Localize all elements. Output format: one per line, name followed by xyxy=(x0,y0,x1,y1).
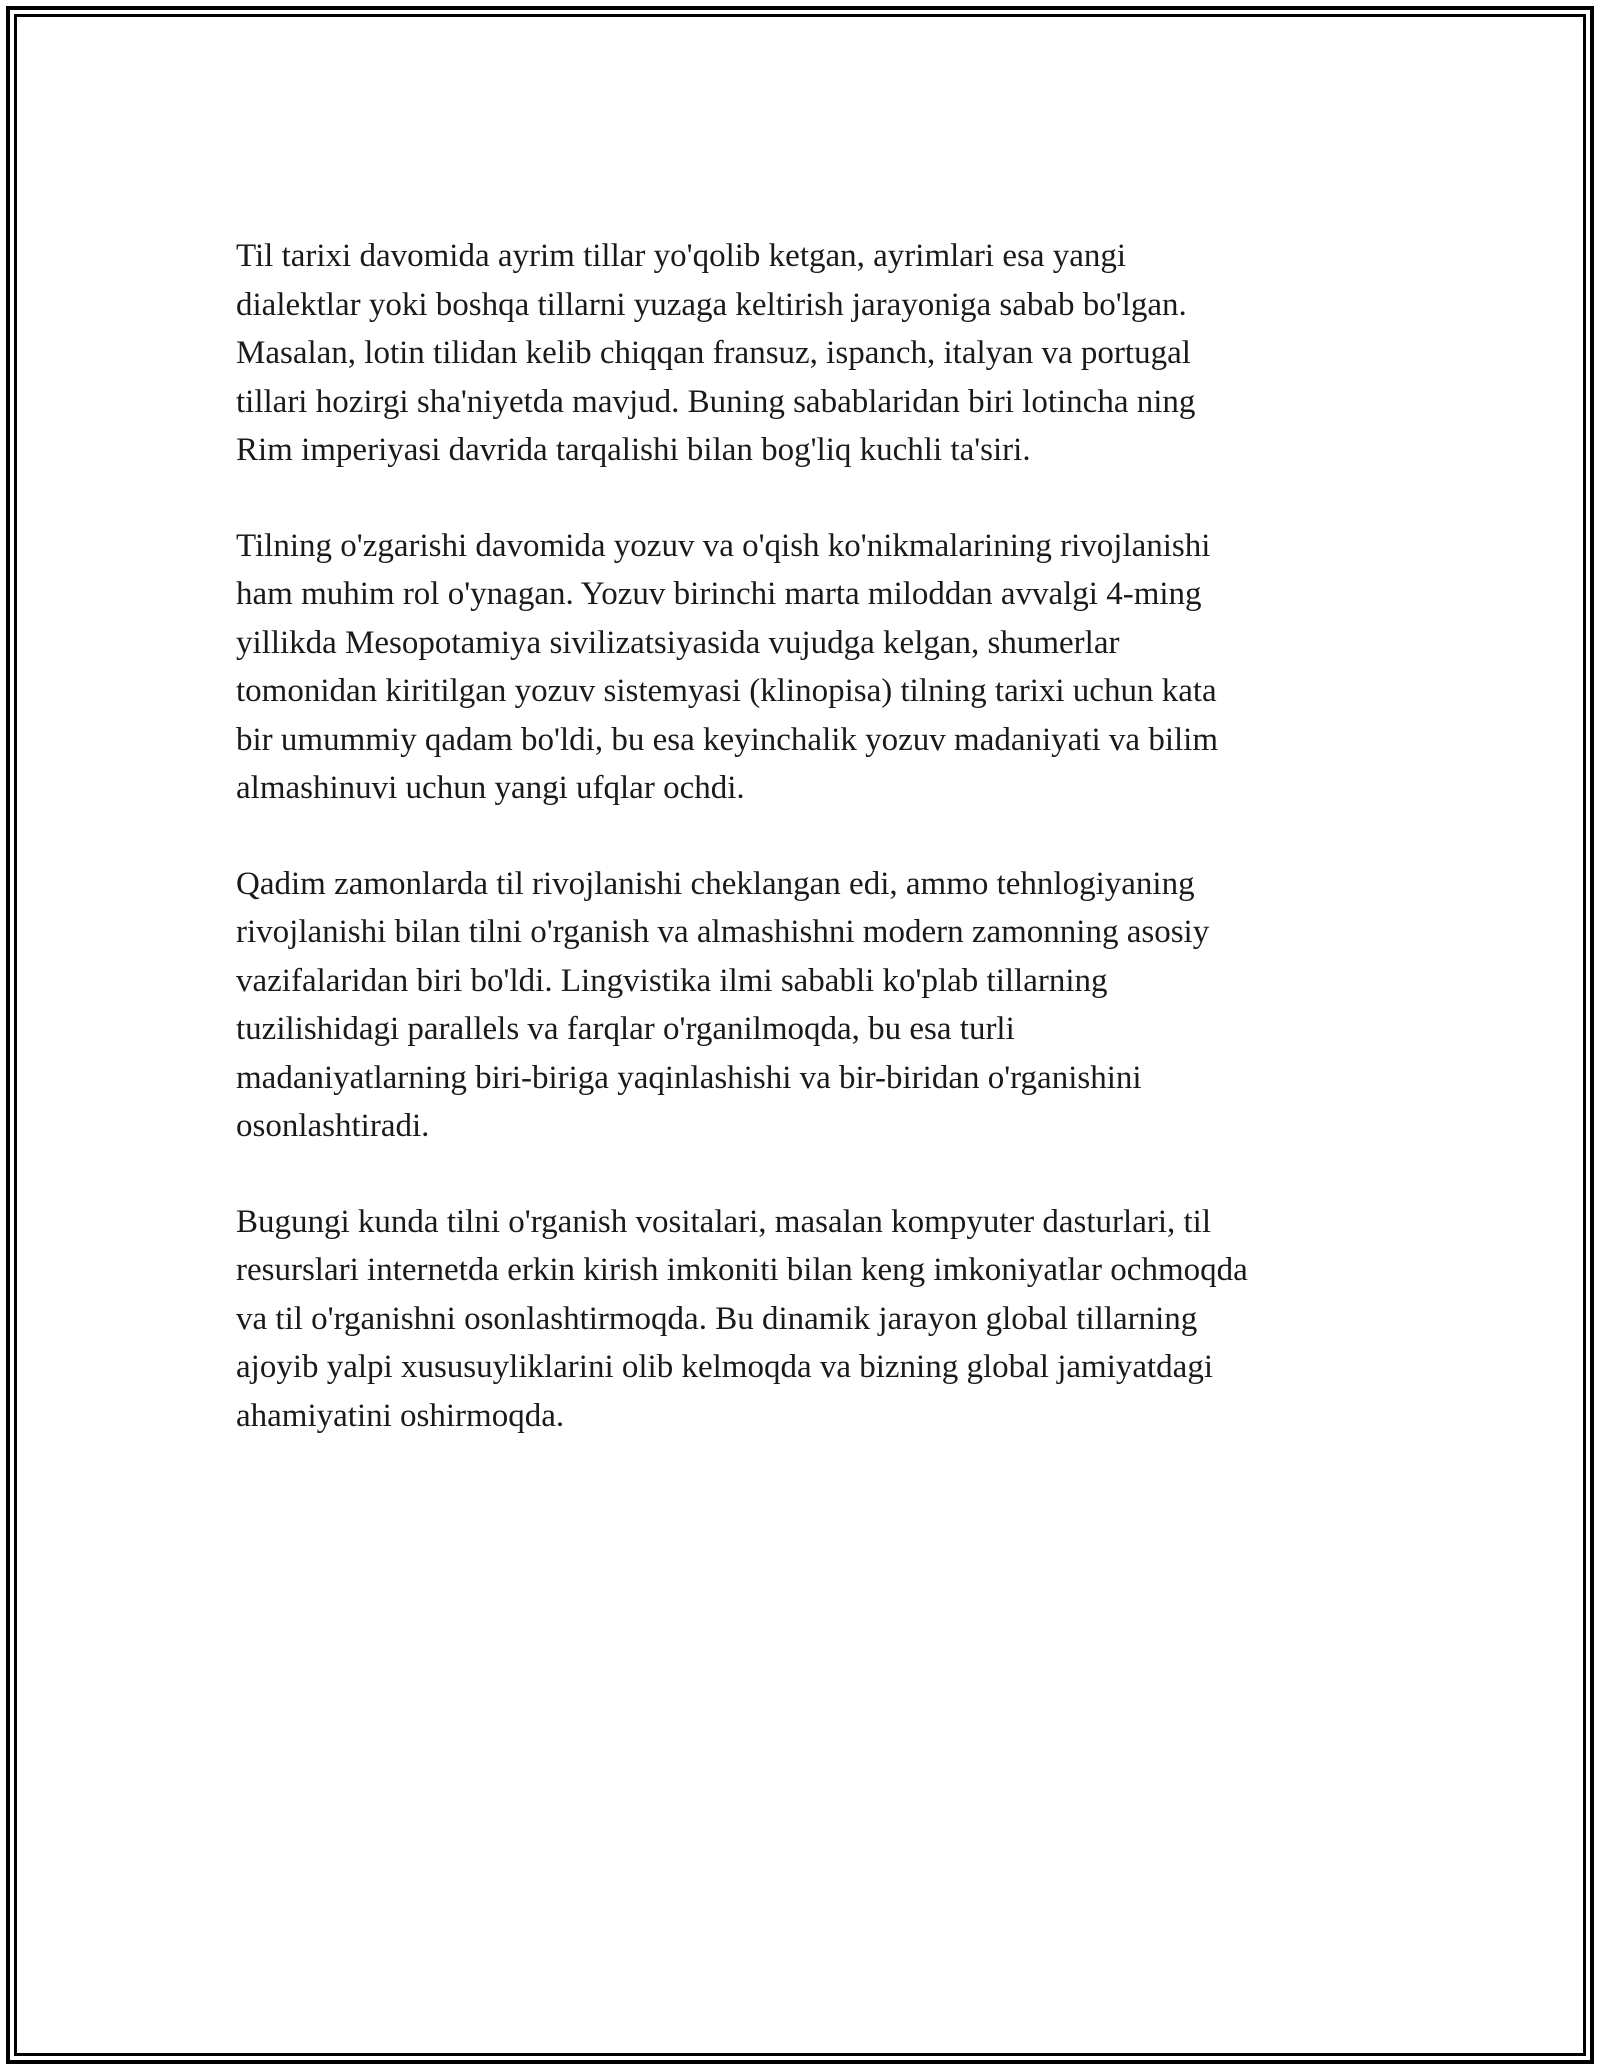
text-line: Bugungi kunda tilni o'rganish vositalari, masalan kompyuter dasturlari, til xyxy=(236,1203,1212,1240)
document-body xyxy=(236,232,1366,1487)
text-line: tillari hozirgi sha'niyetda mavjud. Buning sabablaridan biri lotincha ning xyxy=(236,383,1196,420)
paragraph-2 xyxy=(236,522,1366,813)
text-line: tuzilishidagi parallels va farqlar o'rganilmoqda, bu esa turli xyxy=(236,1011,1015,1047)
text-line: bir umummiy qadam bo'ldi, bu esa keyinchalik yozuv madaniyati va bilim xyxy=(236,721,1218,758)
text-line: dialektlar yoki boshqa tillarni yuzaga keltirish jarayoniga sabab bo'lgan. xyxy=(236,286,1187,323)
paragraph-3 xyxy=(236,860,1366,1151)
text-line: va til o'rganishni osonlashtirmoqda. Bu dinamik jarayon global tillarning xyxy=(236,1300,1198,1337)
text-line: tomonidan kiritilgan yozuv sistemyasi (klinopisa) tilning tarixi uchun kata xyxy=(236,673,1217,709)
paragraph-1 xyxy=(236,232,1366,475)
text-line: Masalan, lotin tilidan kelib chiqqan fransuz, ispanch, italyan va portugal xyxy=(236,335,1191,371)
text-line: rivojlanishi bilan tilni o'rganish va almashishni modern zamonning asosiy xyxy=(236,914,1210,950)
text-line: Til tarixi davomida ayrim tillar yo'qolib ketgan, ayrimlari esa yangi xyxy=(236,238,1127,274)
text-line: almashinuvi uchun yangi ufqlar ochdi. xyxy=(236,770,745,806)
text-line: osonlashtiradi. xyxy=(236,1108,430,1144)
text-line: Rim imperiyasi davrida tarqalishi bilan bog'liq kuchli ta'siri. xyxy=(236,432,1031,468)
text-line: ajoyib yalpi xususuyliklarini olib kelmoqda va bizning global jamiyatdagi xyxy=(236,1349,1213,1385)
paragraph-4 xyxy=(236,1198,1366,1441)
text-line: ham muhim rol o'ynagan. Yozuv birinchi marta miloddan avvalgi 4-ming xyxy=(236,576,1202,612)
text-line: Tilning o'zgarishi davomida yozuv va o'qish ko'nikmalarining rivojlanishi xyxy=(236,527,1211,564)
text-line: vazifalaridan biri bo'ldi. Lingvistika ilmi sababli ko'plab tillarning xyxy=(236,962,1108,999)
text-line: Qadim zamonlarda til rivojlanishi cheklangan edi, ammo tehnlogiyaning xyxy=(236,865,1195,902)
text-line: ahamiyatini oshirmoqda. xyxy=(236,1397,565,1434)
text-line: resurslari internetda erkin kirish imkoniti bilan keng imkoniyatlar ochmoqda xyxy=(236,1252,1248,1288)
text-line: yillikda Mesopotamiya sivilizatsiyasida vujudga kelgan, shumerlar xyxy=(236,624,1120,661)
text-line: madaniyatlarning biri-biriga yaqinlashishi va bir-biridan o'rganishini xyxy=(236,1059,1142,1096)
